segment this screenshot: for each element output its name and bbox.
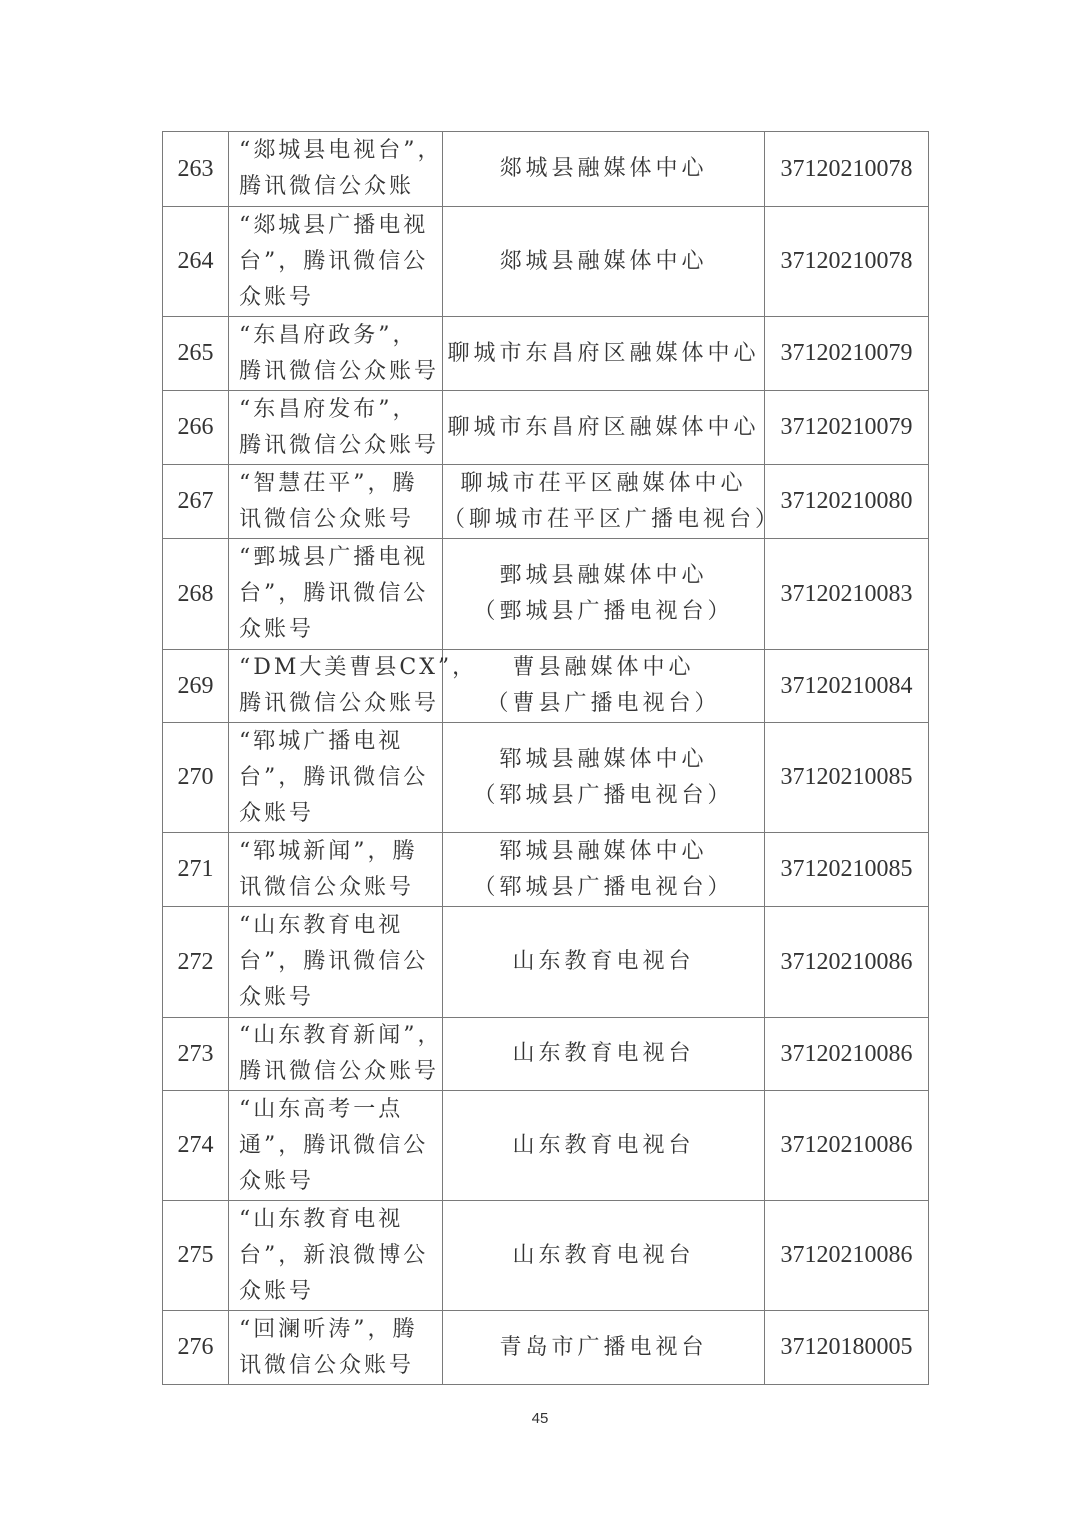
row-number-cell: 264 bbox=[163, 207, 229, 317]
row-number-cell: 265 bbox=[163, 317, 229, 391]
account-name-line: “鄄城县广播电视 bbox=[239, 545, 429, 570]
table-row bbox=[163, 391, 929, 465]
account-name-line: “郯城县广播电视 bbox=[239, 212, 429, 238]
account-name-line: 众账号 bbox=[239, 617, 315, 642]
organization-line: （聊城市茌平区广播电视台） bbox=[443, 506, 782, 532]
organization-cell bbox=[443, 391, 765, 465]
account-name-line: “山东教育新闻”， bbox=[239, 1023, 443, 1048]
organization-line: 聊城市东昌府区融媒体中心 bbox=[447, 340, 760, 366]
account-name-cell bbox=[229, 132, 443, 207]
table-row bbox=[163, 1091, 929, 1201]
organization-line: 山东教育电视台 bbox=[512, 1132, 695, 1158]
organization-line: 郓城县融媒体中心 bbox=[499, 838, 708, 864]
account-name-line: 腾讯微信公众账号 bbox=[239, 691, 440, 716]
row-number-cell: 273 bbox=[163, 1018, 229, 1091]
account-name-line: 通”，腾讯微信公 bbox=[239, 1132, 429, 1158]
account-name-cell bbox=[229, 465, 443, 539]
account-name-line: 台”，腾讯微信公 bbox=[239, 764, 429, 790]
page-number: 45 bbox=[531, 1410, 549, 1427]
table-row bbox=[163, 465, 929, 539]
account-name-cell bbox=[229, 907, 443, 1018]
row-number-cell: 271 bbox=[163, 833, 229, 907]
table-row bbox=[163, 1311, 929, 1385]
table-row bbox=[163, 650, 929, 723]
organization-cell bbox=[443, 317, 765, 391]
organization-line: （郓城县广播电视台） bbox=[473, 874, 734, 900]
account-name-line: “山东教育电视 bbox=[239, 1206, 404, 1232]
table-row bbox=[163, 723, 929, 833]
license-code-cell: 37120210085 bbox=[765, 723, 929, 833]
table-row bbox=[163, 317, 929, 391]
account-name-line: 众账号 bbox=[239, 985, 315, 1010]
organization-line: （曹县广播电视台） bbox=[486, 691, 721, 716]
organization-cell bbox=[443, 539, 765, 650]
table-row bbox=[163, 207, 929, 317]
organization-line: 山东教育电视台 bbox=[512, 949, 695, 974]
organization-cell bbox=[443, 1091, 765, 1201]
account-name-line: 台”，腾讯微信公 bbox=[239, 949, 429, 974]
account-name-line: 讯微信公众账号 bbox=[239, 506, 415, 532]
account-name-line: 讯微信公众账号 bbox=[239, 1352, 415, 1378]
organization-line: 山东教育电视台 bbox=[512, 1041, 695, 1066]
account-name-line: 腾讯微信公众账号 bbox=[239, 358, 440, 384]
account-name-line: “郓城新闻”，腾 bbox=[239, 838, 418, 864]
organization-line: 山东教育电视台 bbox=[512, 1242, 695, 1268]
account-name-cell bbox=[229, 723, 443, 833]
account-name-cell bbox=[229, 539, 443, 650]
registry-table-body bbox=[163, 132, 929, 1385]
row-number-cell: 270 bbox=[163, 723, 229, 833]
account-name-cell bbox=[229, 317, 443, 391]
table-row bbox=[163, 1201, 929, 1311]
row-number-cell: 272 bbox=[163, 907, 229, 1018]
license-code-cell: 37120210079 bbox=[765, 317, 929, 391]
license-code-cell: 37120210086 bbox=[765, 1018, 929, 1091]
table-row bbox=[163, 833, 929, 907]
account-name-cell bbox=[229, 1018, 443, 1091]
license-code-cell: 37120210083 bbox=[765, 539, 929, 650]
account-name-cell bbox=[229, 1201, 443, 1311]
account-name-line: “东昌府发布”， bbox=[239, 396, 418, 422]
organization-line: （鄄城县广播电视台） bbox=[473, 599, 734, 624]
account-name-cell bbox=[229, 1091, 443, 1201]
organization-cell bbox=[443, 650, 765, 723]
account-name-line: “山东教育电视 bbox=[239, 913, 404, 938]
account-name-line: 讯微信公众账号 bbox=[239, 874, 415, 900]
organization-line: 聊城市茌平区融媒体中心 bbox=[460, 470, 747, 496]
table-row bbox=[163, 132, 929, 207]
account-name-line: 众账号 bbox=[239, 1168, 315, 1194]
organization-cell bbox=[443, 833, 765, 907]
account-name-line: 台”，腾讯微信公 bbox=[239, 248, 429, 274]
license-code-cell: 37120210086 bbox=[765, 907, 929, 1018]
row-number-cell: 267 bbox=[163, 465, 229, 539]
license-code-cell: 37120210086 bbox=[765, 1091, 929, 1201]
account-name-line: “山东高考一点 bbox=[239, 1096, 404, 1122]
row-number-cell: 269 bbox=[163, 650, 229, 723]
registry-table bbox=[162, 131, 929, 1385]
account-name-cell bbox=[229, 391, 443, 465]
account-name-cell bbox=[229, 650, 478, 723]
account-name-line: 众账号 bbox=[239, 800, 315, 826]
account-name-line: “东昌府政务”， bbox=[239, 322, 418, 348]
account-name-line: 腾讯微信公众账号 bbox=[239, 432, 440, 458]
license-code-cell: 37120210084 bbox=[765, 650, 929, 723]
account-name-line: “郓城广播电视 bbox=[239, 728, 404, 754]
organization-line: 郓城县融媒体中心 bbox=[499, 746, 708, 772]
account-name-line: 众账号 bbox=[239, 284, 315, 310]
organization-line: 聊城市东昌府区融媒体中心 bbox=[447, 414, 760, 440]
row-number-cell: 274 bbox=[163, 1091, 229, 1201]
account-name-line: 腾讯微信公众账 bbox=[239, 174, 415, 199]
license-code-cell: 37120210078 bbox=[765, 132, 929, 207]
license-code-cell: 37120210085 bbox=[765, 833, 929, 907]
row-number-cell: 266 bbox=[163, 391, 229, 465]
row-number-cell: 263 bbox=[163, 132, 229, 207]
organization-line: 青岛市广播电视台 bbox=[499, 1334, 708, 1360]
organization-line: 鄄城县融媒体中心 bbox=[499, 563, 708, 588]
license-code-cell: 37120180005 bbox=[765, 1311, 929, 1385]
organization-cell bbox=[443, 907, 765, 1018]
organization-line: 郯城县融媒体中心 bbox=[499, 156, 708, 181]
account-name-line: 台”，腾讯微信公 bbox=[239, 581, 429, 606]
account-name-cell bbox=[229, 833, 443, 907]
organization-cell bbox=[443, 723, 765, 833]
table-row bbox=[163, 907, 929, 1018]
organization-line: 郯城县融媒体中心 bbox=[499, 248, 708, 274]
organization-line: （郓城县广播电视台） bbox=[473, 782, 734, 808]
account-name-line: 台”，新浪微博公 bbox=[239, 1242, 429, 1268]
license-code-cell: 37120210079 bbox=[765, 391, 929, 465]
organization-cell bbox=[443, 1311, 765, 1385]
license-code-cell: 37120210078 bbox=[765, 207, 929, 317]
organization-cell bbox=[443, 207, 765, 317]
account-name-line: 腾讯微信公众账号 bbox=[239, 1059, 440, 1084]
license-code-cell: 37120210086 bbox=[765, 1201, 929, 1311]
row-number-cell: 275 bbox=[163, 1201, 229, 1311]
account-name-line: “郯城县电视台”， bbox=[239, 138, 443, 163]
organization-cell bbox=[443, 465, 782, 539]
account-name-line: “智慧茌平”，腾 bbox=[239, 470, 418, 496]
license-code-cell: 37120210080 bbox=[765, 465, 929, 539]
organization-cell bbox=[443, 1201, 765, 1311]
account-name-cell bbox=[229, 1311, 443, 1385]
account-name-line: 众账号 bbox=[239, 1278, 315, 1304]
account-name-line: “回澜听涛”，腾 bbox=[239, 1316, 418, 1342]
table-row bbox=[163, 1018, 929, 1091]
account-name-line: “DM大美曹县CX”， bbox=[239, 655, 478, 680]
organization-cell bbox=[443, 1018, 765, 1091]
row-number-cell: 268 bbox=[163, 539, 229, 650]
account-name-cell bbox=[229, 207, 443, 317]
row-number-cell: 276 bbox=[163, 1311, 229, 1385]
organization-cell bbox=[443, 132, 765, 207]
table-row bbox=[163, 539, 929, 650]
organization-line: 曹县融媒体中心 bbox=[512, 655, 695, 680]
